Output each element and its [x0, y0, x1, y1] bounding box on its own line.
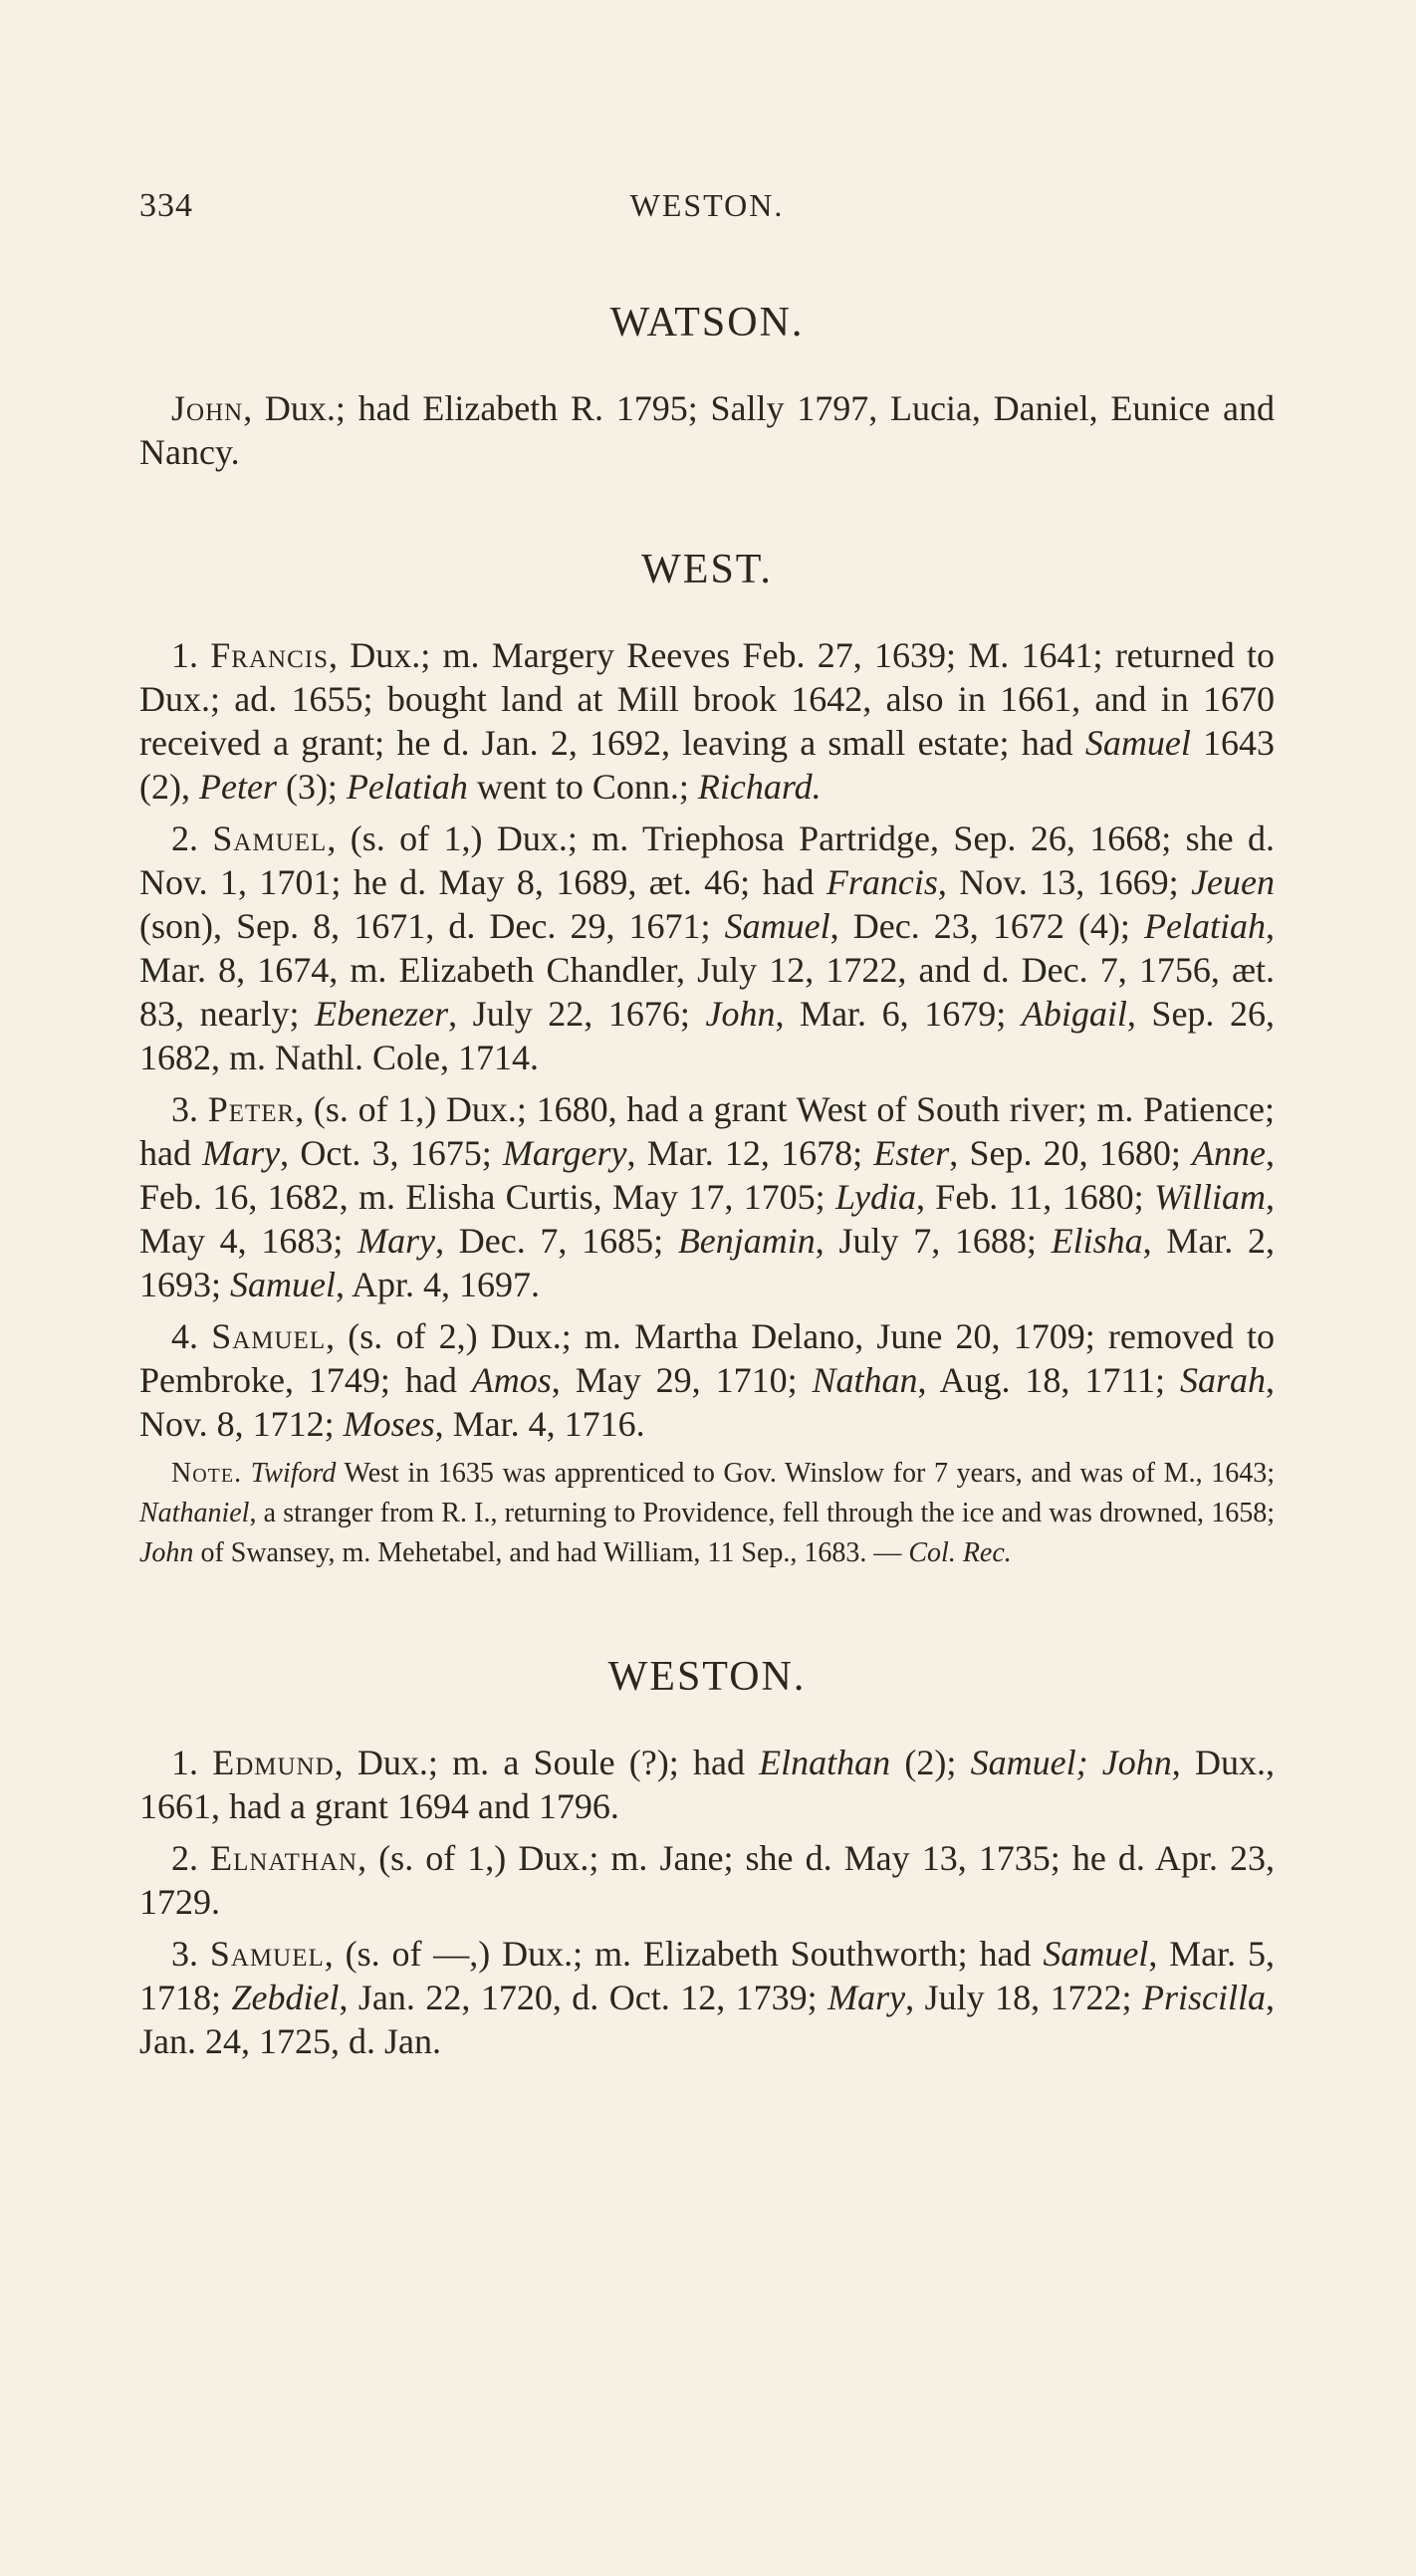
entry-text: , Mar. 12, 1678; [626, 1133, 874, 1173]
page-number: 334 [139, 187, 193, 224]
note-source: Col. Rec. [908, 1537, 1012, 1568]
entry-text: , May 4, 1683; [139, 1177, 1275, 1261]
child-name: Samuel [230, 1265, 336, 1304]
note-name: Nathaniel [139, 1498, 250, 1528]
entry-west-2 [139, 817, 1275, 1079]
entry-text: , Aug. 18, 1711; [917, 1360, 1180, 1400]
entry-text: , (s. of 1,) Dux.; 1680, had a grant West of South river; m. Patience; had [139, 1089, 1276, 1173]
entry-text: , Dux.; had Elizabeth R. 1795; Sally 1797, Lucia, Daniel, Eunice and Nancy. [139, 388, 1275, 472]
entry-number: 3. [171, 1089, 208, 1129]
entry-text: , (s. of —,) Dux.; m. Elizabeth Southworth; had [324, 1934, 1044, 1974]
note-text: of Swansey, m. Mehetabel, and had William, 11 Sep., 1683. — [193, 1537, 909, 1568]
entry-number: 4. [171, 1316, 212, 1356]
child-name: Mary [827, 1978, 906, 2017]
entry-text: (2); [890, 1743, 971, 1782]
child-name: Priscilla [1142, 1978, 1266, 2017]
child-name: Nathan [812, 1360, 918, 1400]
entry-text: , Jan. 24, 1725, d. Jan. [139, 1978, 1275, 2061]
child-name: William [1153, 1177, 1266, 1217]
entry-text: , Nov. 8, 1712; [139, 1360, 1275, 1444]
entry-text: , Dux.; m. a Soule (?); had [334, 1743, 760, 1782]
running-head: WESTON. [629, 187, 785, 223]
entry-name: Elnathan [210, 1838, 358, 1878]
entry-text: , Mar. 5, 1718; [139, 1934, 1276, 2017]
child-name: Lydia [835, 1177, 916, 1217]
entry-text: , July 18, 1722; [905, 1978, 1142, 2017]
entry-number: 1. [171, 635, 211, 675]
entry-text: , Feb. 16, 1682, m. Elisha Curtis, May 17, 1705; [139, 1133, 1275, 1217]
entry-text: , Dux.; m. Margery Reeves Feb. 27, 1639; M. 1641; returned to Dux.; ad. 1655; bought land at Mill brook 1642, also in 1661, and in 1670 received a grant; he d. Jan. 2, 1692, leaving a small estate; had [139, 635, 1276, 763]
entry-weston-3 [139, 1932, 1275, 2063]
entry-text: , Mar. 4, 1716. [434, 1404, 645, 1444]
entry-text: went to Conn.; [467, 767, 698, 807]
section-title-watson: WATSON. [609, 300, 805, 346]
child-name: Zebdiel [231, 1978, 340, 2017]
child-name: Elnathan [759, 1743, 891, 1782]
entry-text: , Oct. 3, 1675; [280, 1133, 503, 1173]
entry-west-4 [139, 1314, 1275, 1446]
entry-name: Francis [210, 635, 329, 675]
child-name: Samuel [1043, 1934, 1149, 1974]
entry-weston-1 [139, 1741, 1275, 1828]
child-name: Peter [198, 767, 277, 807]
child-name: Samuel; John [970, 1743, 1172, 1782]
section-title-west: WEST. [641, 547, 773, 592]
entry-text: , Dux., 1661, had a grant 1694 and 1796. [139, 1743, 1276, 1826]
child-name: Margery [502, 1133, 627, 1173]
entry-number: 3. [171, 1934, 210, 1974]
entry-number: 1. [171, 1743, 213, 1782]
entry-text: 1643 (2), [139, 723, 1276, 807]
child-name: Jeuen [1191, 862, 1275, 902]
entry-text: , Mar. 6, 1679; [775, 994, 1022, 1034]
entry-text: , Sep. 20, 1680; [949, 1133, 1193, 1173]
entry-text: , Apr. 4, 1697. [336, 1265, 541, 1304]
child-name: Pelatiah [1144, 906, 1266, 946]
entry-text: , Dec. 23, 1672 (4); [829, 906, 1145, 946]
section-title-weston: WESTON. [607, 1654, 807, 1700]
entry-text: , Jan. 22, 1720, d. Oct. 12, 1739; [339, 1978, 828, 2017]
entry-name: Peter [207, 1089, 296, 1129]
entry-name: Samuel [212, 819, 328, 858]
page-body [139, 299, 1275, 2063]
child-name: Samuel [1084, 723, 1191, 763]
entry-name: Samuel [211, 1316, 327, 1356]
child-name: John [705, 994, 776, 1034]
entry-number: 2. [171, 1838, 211, 1878]
entry-text: , (s. of 1,) Dux.; m. Jane; she d. May 13, 1735; he d. Apr. 23, 1729. [139, 1838, 1276, 1922]
child-name: Samuel [724, 906, 830, 946]
note-text: West in 1635 was apprenticed to Gov. Winslow for 7 years, and was of M., 1643; [336, 1458, 1276, 1489]
child-name: Francis [826, 862, 938, 902]
child-name: Benjamin [677, 1221, 816, 1261]
child-name: Ester [873, 1133, 950, 1173]
entry-name: Edmund [212, 1743, 335, 1782]
child-name: Elisha [1051, 1221, 1143, 1261]
child-name: Mary [202, 1133, 281, 1173]
entry-west-3 [139, 1087, 1275, 1306]
page-header [139, 187, 1275, 237]
entry-text: , Mar. 2, 1693; [139, 1221, 1275, 1304]
entry-name: Samuel [209, 1934, 325, 1974]
entry-text: , July 22, 1676; [448, 994, 706, 1034]
entry-text: , Feb. 11, 1680; [915, 1177, 1154, 1217]
child-name: Moses [343, 1404, 435, 1444]
entry-text: (3); [276, 767, 347, 807]
entry-watson-john [139, 386, 1275, 474]
entry-text: , Dec. 7, 1685; [435, 1221, 678, 1261]
entry-text: , May 29, 1710; [551, 1360, 813, 1400]
entry-text: , (s. of 1,) Dux.; m. Triephosa Partridge, Sep. 26, 1668; she d. Nov. 1, 1701; he d. May 8, 1689, æt. 46; had [139, 819, 1276, 902]
child-name: Sarah [1179, 1360, 1266, 1400]
child-name: Richard. [697, 767, 822, 807]
child-name: Anne [1192, 1133, 1266, 1173]
entry-text: , Nov. 13, 1669; [937, 862, 1192, 902]
note-name: John [139, 1537, 194, 1568]
note-west [139, 1454, 1275, 1573]
child-name: Ebenezer [315, 994, 449, 1034]
entry-text: , Mar. 8, 1674, m. Elizabeth Chandler, July 12, 1722, and d. Dec. 7, 1756, æt. 83, nearly; [139, 906, 1275, 1034]
child-name: Abigail [1021, 994, 1127, 1034]
child-name: Mary [357, 1221, 436, 1261]
entry-weston-2 [139, 1836, 1275, 1924]
note-text: , a stranger from R. I., returning to Providence, fell through the ice and was drowned, 1658; [249, 1498, 1275, 1528]
note-label: Note. [171, 1458, 243, 1489]
entry-number: 2. [171, 819, 213, 858]
entry-name: John [171, 388, 244, 428]
note-name: Twiford [250, 1458, 337, 1489]
child-name: Pelatiah [346, 767, 468, 807]
child-name: Amos [471, 1360, 552, 1400]
entry-west-1 [139, 633, 1275, 809]
entry-text: , Sep. 26, 1682, m. Nathl. Cole, 1714. [139, 994, 1276, 1077]
entry-text: , July 7, 1688; [815, 1221, 1052, 1261]
entry-text: , (s. of 2,) Dux.; m. Martha Delano, June 20, 1709; removed to Pembroke, 1749; had [139, 1316, 1276, 1400]
entry-text: (son), Sep. 8, 1671, d. Dec. 29, 1671; [139, 906, 725, 946]
